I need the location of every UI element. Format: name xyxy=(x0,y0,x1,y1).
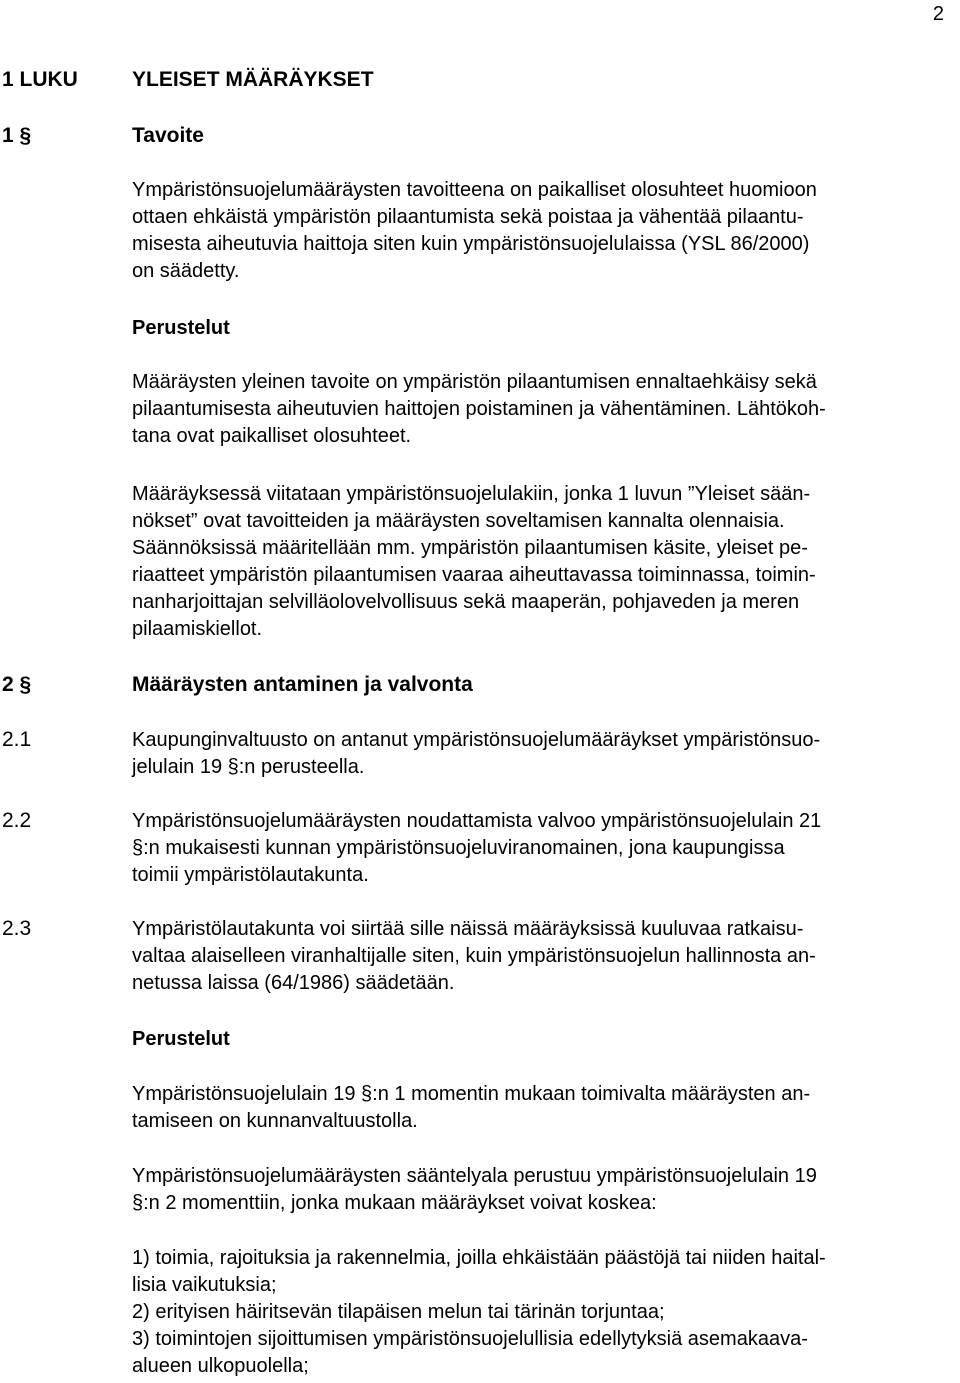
text-line: Kaupunginvaltuusto on antanut ympäristönsuojelumääräykset ympäristönsuo- xyxy=(132,729,821,751)
text-line: Ympäristönsuojelumääräysten sääntelyala perustuu ympäristönsuojelulain 19 xyxy=(132,1165,817,1187)
text-line: pilaantumisesta aiheutuvien haittojen poistaminen ja vähentäminen. Lähtökoh- xyxy=(132,398,826,420)
item-2-3-text xyxy=(132,916,950,997)
text-line: on säädetty. xyxy=(132,260,240,282)
text-line: netussa laissa (64/1986) säädetään. xyxy=(132,972,455,994)
text-line: riaatteet ympäristön pilaantumisen vaaraa aiheuttavassa toiminnassa, toimin- xyxy=(132,564,816,586)
text-line: jelulain 19 §:n perusteella. xyxy=(132,756,365,778)
perustelut-paragraph-3 xyxy=(132,1081,950,1135)
text-line: valtaa alaiselleen viranhaltijalle siten, kuin ympäristönsuojelun hallinnosta an- xyxy=(132,945,816,967)
regulation-scope-list xyxy=(132,1245,950,1380)
perustelut-heading: Perustelut xyxy=(132,317,230,339)
section-1-number: 1 § xyxy=(2,124,32,147)
list-item: alueen ulkopuolella; xyxy=(132,1355,309,1377)
text-line: tamiseen on kunnanvaltuustolla. xyxy=(132,1110,418,1132)
section-2-number: 2 § xyxy=(2,673,32,696)
text-line: Ympäristönsuojelumääräysten noudattamista valvoo ympäristönsuojelulain 21 xyxy=(132,810,822,832)
item-2-3-number: 2.3 xyxy=(2,917,32,940)
section-2-title: Määräysten antaminen ja valvonta xyxy=(132,673,473,696)
section-1-title: Tavoite xyxy=(132,124,204,147)
perustelut-paragraph-2 xyxy=(132,481,950,643)
text-line: Määräyksessä viitataan ympäristönsuojelulakiin, jonka 1 luvun ”Yleiset sään- xyxy=(132,483,811,505)
item-2-1-number: 2.1 xyxy=(2,728,32,751)
text-line: nanharjoittajan selvilläolovelvollisuus sekä maaperän, pohjaveden ja meren xyxy=(132,591,800,613)
text-line: §:n 2 momenttiin, jonka mukaan määräykset voivat koskea: xyxy=(132,1192,657,1214)
page-number: 2 xyxy=(932,3,944,25)
chapter-number: 1 LUKU xyxy=(2,68,78,91)
list-item: 1) toimia, rajoituksia ja rakennelmia, joilla ehkäistään päästöjä tai niiden haital- xyxy=(132,1247,826,1269)
item-2-2-number: 2.2 xyxy=(2,809,32,832)
perustelut-paragraph-1 xyxy=(132,369,950,450)
chapter-title: YLEISET MÄÄRÄYKSET xyxy=(132,68,374,91)
text-line: misesta aiheutuvia haittoja siten kuin ympäristönsuojelulaissa (YSL 86/2000) xyxy=(132,233,810,255)
text-line: Ympäristölautakunta voi siirtää sille näissä määräyksissä kuuluvaa ratkaisu- xyxy=(132,918,804,940)
text-line: toimii ympäristölautakunta. xyxy=(132,864,369,886)
text-line: pilaamiskiellot. xyxy=(132,618,263,640)
section-1-paragraph xyxy=(132,177,950,285)
perustelut-paragraph-4 xyxy=(132,1163,950,1217)
item-2-1-text xyxy=(132,727,950,781)
text-line: Ympäristönsuojelumääräysten tavoitteena on paikalliset olosuhteet huomioon xyxy=(132,179,817,201)
text-line: ottaen ehkäistä ympäristön pilaantumista sekä poistaa ja vähentää pilaantu- xyxy=(132,206,804,228)
perustelut-heading-2: Perustelut xyxy=(132,1028,230,1050)
text-line: nökset” ovat tavoitteiden ja määräysten soveltamisen kannalta olennaisia. xyxy=(132,510,785,532)
item-2-2-text xyxy=(132,808,950,889)
list-item: 2) erityisen häiritsevän tilapäisen melun tai tärinän torjuntaa; xyxy=(132,1301,665,1323)
text-line: tana ovat paikalliset olosuhteet. xyxy=(132,425,412,447)
text-line: §:n mukaisesti kunnan ympäristönsuojeluviranomainen, jona kaupungissa xyxy=(132,837,785,859)
list-item: 3) toimintojen sijoittumisen ympäristönsuojelullisia edellytyksiä asemakaava- xyxy=(132,1328,808,1350)
text-line: Määräysten yleinen tavoite on ympäristön pilaantumisen ennaltaehkäisy sekä xyxy=(132,371,817,393)
text-line: Ympäristönsuojelulain 19 §:n 1 momentin mukaan toimivalta määräysten an- xyxy=(132,1083,811,1105)
list-item: lisia vaikutuksia; xyxy=(132,1274,277,1296)
text-line: Säännöksissä määritellään mm. ympäristön pilaantumisen käsite, yleiset pe- xyxy=(132,537,808,559)
